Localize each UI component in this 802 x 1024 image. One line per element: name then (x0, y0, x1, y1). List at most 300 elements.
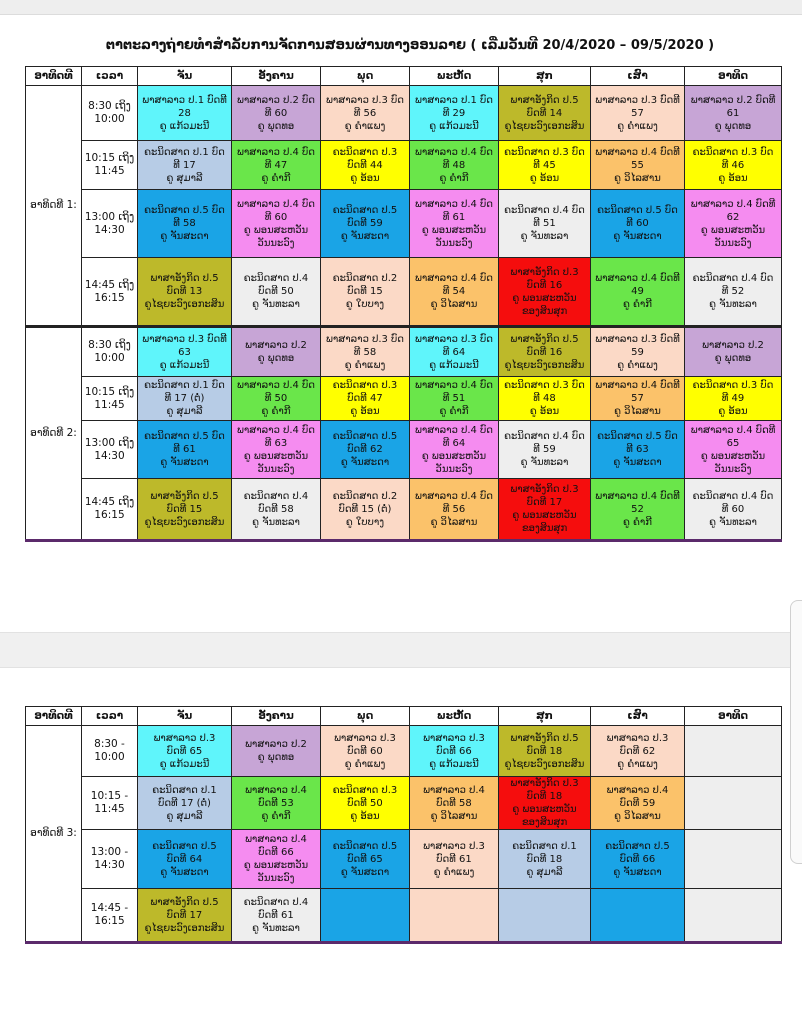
class-cell-line: ຄູ ຈັນສະດາ (160, 866, 209, 878)
class-cell-line: ທີ 64 (442, 437, 466, 449)
header-row (26, 67, 782, 86)
class-cell (685, 141, 782, 190)
week-label: ອາທິດທີ 2: (26, 327, 82, 541)
class-cell-line: ພາສາລາວ ປ.4 ບົດ (415, 198, 493, 210)
class-cell-line: ບົດທີ 13 (166, 286, 203, 297)
class-cell-line: ບົດທີ 59 (619, 797, 656, 809)
class-cell-line: ຄູ ຈັນທະລາ (709, 516, 757, 528)
class-cell-line: ຄູໄຊຍະວົງເອກະສິນ (504, 758, 585, 770)
class-cell-line: ບົດທີ 18 (526, 791, 563, 802)
class-cell-line: ຄູ ພອນສະຫວັນ (421, 450, 487, 462)
column-header: ພະຫັດ (410, 67, 499, 86)
class-cell-line: ບົດທີ 47 (347, 393, 383, 404)
class-cell (321, 327, 410, 377)
class-cell-line: ຄູ ພອນສະຫວັນ (243, 224, 309, 236)
class-cell-line: ຄູ ຈັນທະລາ (252, 922, 300, 934)
class-cell-line: ຄູ ສຸມາລີ (166, 406, 203, 417)
schedule-row (26, 86, 782, 141)
class-cell-line: 63 (178, 346, 191, 358)
class-cell (138, 327, 232, 377)
schedule-row (26, 889, 782, 943)
class-cell (410, 190, 499, 258)
class-cell-line: ທີ 64 (442, 346, 466, 358)
class-cell-line: ບົດທີ 61 (436, 853, 472, 865)
schedule-row (26, 830, 782, 889)
class-cell-line: ຄູ ແກ້ວມະນີ (159, 359, 210, 371)
class-cell-line: ບົດທີ 60 (347, 745, 383, 757)
class-cell-line: ພາສາລາວ ປ.3 ບົດທີ (595, 333, 680, 345)
class-cell-line: ບົດທີ 64 (166, 853, 203, 865)
class-cell-line: ພາສາອັງກິດ ປ.5 (150, 273, 219, 284)
class-cell-line: ທີ 29 (442, 107, 466, 119)
class-cell-line: ວັນນະວົງ (435, 463, 473, 475)
class-cell-line: ຄະນິດສາດ ປ.1 ບົດ (144, 146, 225, 158)
class-cell-line: ຄະນິດສາດ ປ.3 (332, 380, 398, 391)
column-header: ອາທິດ (685, 707, 782, 726)
time-slot: 14:45 - 16:15 (82, 889, 138, 943)
class-cell-line: ວັນນະວົງ (714, 463, 752, 475)
class-cell (410, 726, 499, 777)
class-cell-line: ພາສາລາວ ປ.4 ບົດ (415, 490, 493, 502)
class-cell-line: ຄູ ຈັນທະລາ (252, 299, 300, 310)
class-cell-line: ບົດທີ 65 (347, 853, 383, 865)
class-cell-line: ບົດທີ 61 (258, 909, 294, 921)
class-cell-line: ຄູໄຊຍະວົງເອກະສິນ (504, 359, 585, 371)
class-cell-line: 49 (631, 286, 644, 297)
class-cell-line: ທີ 46 (721, 159, 745, 171)
time-slot: 10:15 ເຖິງ 11:45 (82, 377, 138, 421)
class-cell (410, 421, 499, 479)
scrollbar[interactable] (790, 600, 802, 864)
class-cell (685, 777, 782, 830)
class-cell-line: ພາສາລາວ ປ.3 ບົດທີ (142, 333, 227, 345)
class-cell-line: ທີ 51 (533, 218, 556, 229)
class-cell-line: ຄູ ອ້ອນ (350, 406, 380, 417)
class-cell (321, 479, 410, 541)
class-cell-line: ຄູ ຈັນທະລາ (709, 299, 757, 310)
class-cell-line: ຄະນິດສາດ ປ.5 (332, 431, 398, 442)
class-cell-line: ບົດທີ 53 (258, 797, 294, 809)
class-cell-line: ຄະນິດສາດ ປ.3 (332, 146, 398, 158)
class-cell-line: ພາສາລາວ ປ.1 ບົດ (415, 94, 493, 106)
class-cell-line: ພາສາລາວ ປ.4 ບົດທີ (595, 490, 680, 502)
column-header: ເວລາ (82, 707, 138, 726)
class-cell-line: ວັນນະວົງ (435, 237, 473, 249)
column-header: ຈັນ (138, 67, 232, 86)
time-slot: 13:00 - 14:30 (82, 830, 138, 889)
class-cell-line: ພາສາລາວ ປ.4 ບົດ (415, 424, 493, 436)
class-cell-line: ຄູ ພອນສະຫວັນ (700, 224, 766, 236)
class-cell (232, 830, 321, 889)
class-cell (499, 726, 591, 777)
class-cell-line: ຄູ ວິໄລສານ (430, 299, 478, 310)
class-cell-line: ຄະນິດສາດ ປ.4 ບົດ (692, 273, 774, 284)
class-cell-line: ບົດທີ 66 (258, 847, 294, 858)
class-cell-line: ຄູ ແກ້ວມະນີ (429, 758, 479, 770)
week-label: ອາທິດທີ 1: (26, 86, 82, 327)
class-cell-line: ພາສາລາວ ປ.4 ບົດທີ (595, 273, 680, 284)
class-cell (685, 190, 782, 258)
class-cell (138, 777, 232, 830)
class-cell-line: ຄະນິດສາດ ປ.5 (332, 840, 398, 852)
class-cell-line: ຄູ ຄຳແພງ (617, 359, 658, 371)
class-cell-line: ຄະນິດສາດ ປ.3 ບົດ (692, 146, 774, 158)
class-cell-line: ຄະນິດສາດ ປ.5 (152, 840, 217, 852)
schedule-row (26, 421, 782, 479)
class-cell (591, 327, 685, 377)
header-row (26, 707, 782, 726)
schedule-table-weeks-1-2 (25, 66, 782, 542)
time-slot: 10:15 ເຖິງ 11:45 (82, 141, 138, 190)
class-cell-line: ທີ 61 (173, 444, 196, 455)
class-cell-line: ຄະນິດສາດ ປ.1 ບົດ (144, 380, 225, 391)
class-cell-line: ບົດທີ 17 (526, 497, 563, 508)
class-cell (410, 377, 499, 421)
class-cell-line: ຄະນິດສາດ ປ.4 (243, 896, 309, 908)
class-cell-line: ຄູ ຄຳແພງ (344, 120, 386, 132)
class-cell (591, 777, 685, 830)
class-cell (321, 830, 410, 889)
class-cell-line: ຄູ ໃບບາງ (345, 516, 385, 528)
class-cell-line: ບົດທີ 15 (166, 503, 203, 515)
class-cell-line: ວັນນະວົງ (257, 873, 295, 884)
class-cell-line: ພາສາລາວ ປ.4 (245, 784, 307, 796)
class-cell-line: ທີ 45 (533, 159, 556, 171)
class-cell-line: ຄະນິດສາດ ປ.5 ບົດ (597, 205, 678, 216)
class-cell-line: ທີ 63 (626, 444, 649, 455)
class-cell-line: ຄະນິດສາດ ປ.5 (332, 205, 398, 216)
class-cell-line: ຄູ ຄຳກີ (439, 406, 469, 417)
class-cell-line: ບົດທີ 62 (619, 745, 656, 757)
class-cell-line: ຂອງສິນສຸກ (521, 817, 568, 828)
class-cell-line: ຄູ ພຸດທອ (257, 120, 295, 132)
class-cell-line: ທີ 59 (533, 444, 556, 455)
class-cell-line: ພາສາລາວ ປ.4 ບົດທີ (595, 146, 680, 158)
class-cell-line: ບົດທີ 66 (436, 745, 472, 757)
class-cell-line: ພາສາລາວ ປ.4 ບົດ (237, 198, 315, 210)
column-header: ຈັນ (138, 707, 232, 726)
class-cell-line: ຄະນິດສາດ ປ.4 ບົດ (692, 490, 774, 502)
class-cell-line: ຄະນິດສາດ ປ.5 (605, 840, 670, 852)
class-cell (321, 777, 410, 830)
class-cell-line: ຄູ ຄຳແພງ (433, 866, 475, 878)
class-cell (685, 327, 782, 377)
class-cell-line: ຄູ ສຸມາລີ (526, 866, 563, 878)
class-cell (321, 377, 410, 421)
class-cell-line: ບົດທີ 44 (347, 159, 383, 171)
class-cell-line: ຄະນິດສາດ ປ.5 ບົດ (144, 205, 225, 216)
class-cell-line: ພາສາລາວ ປ.4 ບົດ (415, 146, 493, 158)
schedule-row (26, 726, 782, 777)
class-cell (499, 377, 591, 421)
class-cell-line: ທີ 49 (721, 393, 745, 404)
class-cell-line: ຄູ ຈັນສະດາ (613, 457, 662, 468)
class-cell-line: ພາສາລາວ ປ.2 (245, 739, 307, 750)
class-cell-line: ຄູ ຄຳແພງ (617, 120, 658, 132)
class-cell-line: ຄູໄຊຍະວົງເອກະສິນ (144, 922, 225, 934)
column-header: ສຸກ (499, 67, 591, 86)
class-cell-line: ຄູ ໃບບາງ (345, 299, 385, 310)
class-cell (232, 726, 321, 777)
class-cell (321, 726, 410, 777)
schedule-row (26, 327, 782, 377)
class-cell (232, 421, 321, 479)
class-cell (591, 86, 685, 141)
class-cell-line: ຄະນິດສາດ ປ.4 ບົດ (504, 431, 585, 442)
class-cell-line: ທີ 47 (264, 159, 288, 171)
class-cell-line: ບົດທີ 18 (526, 745, 563, 757)
class-cell-line: ພາສາລາວ ປ.2 (245, 340, 307, 351)
class-cell-line: ບົດທີ 16 (526, 346, 563, 358)
time-slot: 14:45 ເຖິງ 16:15 (82, 479, 138, 541)
class-cell (138, 141, 232, 190)
class-cell-line: ທີ 17 (ຕໍ່) (164, 393, 205, 404)
class-cell-line: ຂອງສິນສຸກ (521, 305, 568, 317)
class-cell (591, 479, 685, 541)
class-cell-line: ທີ 58 (173, 218, 196, 229)
class-cell-line: ຄູ ຄຳກີ (261, 172, 291, 184)
class-cell-line: ພາສາອັງກິດ ປ.5 (510, 732, 579, 744)
class-cell-line: ບົດທີ 17 (ຕໍ່) (158, 797, 211, 809)
column-header: ອາທິດທີ (26, 67, 82, 86)
class-cell-line: ພາສາອັງກິດ ປ.5 (150, 896, 219, 908)
class-cell-line: ທີ 48 (442, 159, 466, 171)
class-cell (591, 726, 685, 777)
class-cell (685, 258, 782, 327)
class-cell-line: ຄູ ສຸມາລີ (166, 810, 203, 822)
class-cell-line: ບົດທີ 50 (347, 797, 383, 809)
class-cell (232, 327, 321, 377)
column-header: ເວລາ (82, 67, 138, 86)
column-header: ອາທິດທີ (26, 707, 82, 726)
class-cell-line: ບົດທີ 14 (526, 107, 563, 119)
class-cell-line: ທີ 50 (264, 393, 288, 404)
column-header: ອາທິດ (685, 67, 782, 86)
class-cell-line: ພາສາລາວ ປ.2 (702, 340, 764, 351)
class-cell-line: ຄູໄຊຍະວົງເອກະສິນ (144, 516, 225, 528)
class-cell (138, 479, 232, 541)
class-cell (232, 377, 321, 421)
class-cell-line: ຄູ ອ້ອນ (529, 406, 560, 417)
class-cell (232, 889, 321, 943)
class-cell-line: ຄູ ຄຳກີ (622, 516, 653, 528)
class-cell-line: ຄະນິດສາດ ປ.3 ບົດ (504, 380, 585, 391)
class-cell-line: ທີ 60 (626, 218, 649, 229)
class-cell-line: ຄະນິດສາດ ປ.2 (332, 490, 398, 502)
class-cell-line: ພາສາລາວ ປ.3 (423, 840, 485, 852)
class-cell-line: ຄູ ຈັນທະລາ (252, 516, 300, 528)
class-cell-line: ຄະນິດສາດ ປ.2 (332, 273, 398, 284)
class-cell-line: ພາສາອັງກິດ ປ.3 (510, 778, 579, 789)
class-cell-line: ພາສາລາວ ປ.4 (423, 784, 485, 796)
class-cell-line: ຄູ ຄຳກີ (622, 299, 653, 310)
column-header: ພຸດ (321, 707, 410, 726)
schedule-row (26, 777, 782, 830)
class-cell-line: ພາສາລາວ ປ.3 (606, 732, 669, 744)
class-cell-line: ຄູ ວິໄລສານ (614, 810, 661, 822)
class-cell-line: 59 (631, 346, 644, 358)
class-cell-line: ຄູ ພອນສະຫວັນ (512, 804, 577, 815)
time-slot: 8:30 ເຖິງ 10:00 (82, 327, 138, 377)
class-cell (138, 421, 232, 479)
class-cell-line: ພາສາລາວ ປ.4 ບົດ (415, 380, 493, 391)
class-cell-line: 55 (631, 159, 644, 171)
class-cell (232, 777, 321, 830)
page-separator (0, 632, 802, 668)
class-cell (410, 141, 499, 190)
class-cell (685, 830, 782, 889)
class-cell-line: ພາສາອັງກິດ ປ.5 (510, 333, 579, 345)
class-cell-line: ຄະນິດສາດ ປ.5 ບົດ (597, 431, 678, 442)
class-cell (410, 327, 499, 377)
class-cell-line: ພາສາລາວ ປ.4 ບົດທີ (690, 424, 776, 436)
class-cell-line: ວັນນະວົງ (714, 237, 752, 249)
class-cell-line: ຄູ ອ້ອນ (718, 172, 748, 184)
class-cell-line: ພາສາລາວ ປ.4 ບົດທີ (595, 380, 680, 391)
class-cell-line: ທີ 54 (442, 286, 466, 297)
class-cell (499, 777, 591, 830)
schedule-row (26, 377, 782, 421)
class-cell-line: ທີ 51 (442, 393, 466, 404)
class-cell-line: ບົດທີ 17 (166, 909, 203, 921)
column-header: ພະຫັດ (410, 707, 499, 726)
class-cell-line: ຄູ ຄຳແພງ (344, 359, 386, 371)
class-cell (685, 86, 782, 141)
class-cell-line: ບົດທີ 66 (619, 853, 656, 865)
class-cell (138, 889, 232, 943)
class-cell-line: ຂອງສິນສຸກ (521, 523, 568, 534)
class-cell-line: ພາສາລາວ ປ.3 (423, 732, 485, 744)
class-cell (232, 86, 321, 141)
class-cell-line: ພາສາລາວ ປ.3 ບົດທີ (595, 94, 680, 106)
class-cell-line: ຄູ ພອນສະຫວັນ (512, 292, 577, 304)
class-cell-line: ຄະນິດສາດ ປ.5 ບົດ (144, 431, 225, 442)
class-cell-line: ຄູ ວິໄລສານ (430, 810, 478, 822)
class-cell-line: ທີ 52 (721, 286, 745, 297)
class-cell-line: ຄະນິດສາດ ປ.1 (512, 840, 577, 852)
class-cell-line: ພາສາອັງກິດ ປ.5 (150, 490, 219, 502)
class-cell-line: 52 (631, 503, 644, 515)
class-cell (321, 190, 410, 258)
class-cell-line: ທີ 60 (264, 211, 288, 223)
class-cell-line: ຄະນິດສາດ ປ.3 ບົດ (692, 380, 774, 391)
class-cell-line: ຄູ ສຸມາລີ (166, 172, 203, 184)
class-cell-line: ພາສາລາວ ປ.4 ບົດ (237, 380, 315, 391)
class-cell (499, 830, 591, 889)
class-cell-line: ພາສາລາວ ປ.3 ບົດ (326, 333, 404, 345)
class-cell-line: ຄູ ຈັນທະລາ (520, 231, 569, 242)
class-cell (138, 830, 232, 889)
schedule-row (26, 141, 782, 190)
class-cell (685, 421, 782, 479)
class-cell-line: ບົດທີ 16 (526, 279, 563, 291)
class-cell (499, 479, 591, 541)
class-cell (321, 421, 410, 479)
class-cell (410, 479, 499, 541)
class-cell-line: ທີ 48 (533, 393, 556, 404)
column-header: ເສົາ (591, 707, 685, 726)
class-cell-line: ພາສາລາວ ປ.2 ບົດທີ (690, 94, 776, 106)
class-cell-line: ທີ 60 (264, 107, 288, 119)
time-slot: 13:00 ເຖິງ 14:30 (82, 421, 138, 479)
schedule-table-week-3 (25, 706, 782, 944)
class-cell-line: ບົດທີ 50 (258, 286, 294, 297)
time-slot: 10:15 - 11:45 (82, 777, 138, 830)
schedule-row (26, 258, 782, 327)
class-cell-line: ບົດທີ 15 (ຕໍ່) (338, 503, 392, 515)
class-cell-line: ຄູ ຈັນສະດາ (613, 231, 662, 242)
class-cell-line: ພາສາລາວ ປ.1 ບົດທີ (142, 94, 227, 106)
class-cell-line: ພາສາລາວ ປ.4 (606, 784, 669, 796)
class-cell-line: ພາສາລາວ ປ.4 ບົດ (415, 273, 493, 284)
schedule-row (26, 190, 782, 258)
class-cell-line: ຄູ ຈັນສະດາ (340, 866, 390, 878)
week-label: ອາທິດທີ 3: (26, 726, 82, 943)
class-cell (232, 479, 321, 541)
class-cell (591, 421, 685, 479)
class-cell (410, 889, 499, 943)
class-cell (138, 86, 232, 141)
time-slot: 8:30 - 10:00 (82, 726, 138, 777)
class-cell (410, 258, 499, 327)
class-cell (685, 479, 782, 541)
class-cell-line: ຄູ ຈັນສະດາ (340, 231, 390, 242)
class-cell-line: ຄູ ຄຳແພງ (617, 758, 658, 770)
class-cell-line: ທີ 56 (353, 107, 377, 119)
class-cell-line: 57 (631, 107, 644, 119)
class-cell-line: ພາສາລາວ ປ.3 ບົດ (326, 94, 404, 106)
top-bar (0, 0, 802, 15)
class-cell-line: ທີ 60 (721, 503, 745, 515)
class-cell-line: ທີ 56 (442, 503, 466, 515)
time-slot: 13:00 ເຖິງ 14:30 (82, 190, 138, 258)
class-cell-line: ບົດທີ 18 (526, 853, 563, 865)
class-cell (232, 190, 321, 258)
class-cell (232, 141, 321, 190)
class-cell (591, 258, 685, 327)
class-cell-line: ຄູ ຄຳແພງ (344, 758, 386, 770)
class-cell-line: ວັນນະວົງ (257, 463, 295, 475)
class-cell-line: ພາສາລາວ ປ.4 ບົດ (237, 424, 315, 436)
class-cell-line: ພາສາລາວ ປ.4 ບົດທີ (690, 198, 776, 210)
class-cell (591, 830, 685, 889)
class-cell-line: ຄູ ຈັນສະດາ (160, 457, 209, 468)
column-header: ອັງຄານ (232, 67, 321, 86)
class-cell (591, 141, 685, 190)
class-cell-line: ຄູ ອ້ອນ (350, 810, 380, 822)
class-cell (321, 258, 410, 327)
time-slot: 8:30 ເຖິງ 10:00 (82, 86, 138, 141)
page-title: ຕາຕະລາງຖ່າຍທຳສຳລັບການຈັດການສອນຜ່ານທາງອອນລາຍ ( ເລີ່ມວັນທີ 20/4/2020 – 09/5/2020 ) (105, 38, 715, 53)
class-cell-line: ຄູໄຊຍະວົງເອກະສິນ (144, 299, 225, 310)
class-cell (232, 258, 321, 327)
class-cell-line: ພາສາອັງກິດ ປ.3 (510, 484, 579, 495)
class-cell (499, 190, 591, 258)
class-cell-line: ຄະນິດສາດ ປ.4 (243, 273, 309, 284)
class-cell (138, 377, 232, 421)
class-cell-line: ຄູ ຈັນສະດາ (340, 457, 390, 468)
column-header: ພຸດ (321, 67, 410, 86)
class-cell-line: ບົດທີ 65 (166, 745, 203, 757)
class-cell-line: 62 (726, 211, 740, 223)
class-cell-line: ຄູ ຈັນສະດາ (613, 866, 662, 878)
class-cell-line: ຄູ ວິໄລສານ (614, 172, 661, 184)
class-cell-line: ຄູ ວິໄລສານ (614, 406, 661, 417)
class-cell-line: ຄູ ຄຳກີ (439, 172, 469, 184)
class-cell-line: ພາສາລາວ ປ.2 ບົດ (237, 94, 315, 106)
class-cell-line: ຄູ ອ້ອນ (529, 172, 560, 184)
class-cell-line: ຄູ ພອນສະຫວັນ (512, 510, 577, 521)
